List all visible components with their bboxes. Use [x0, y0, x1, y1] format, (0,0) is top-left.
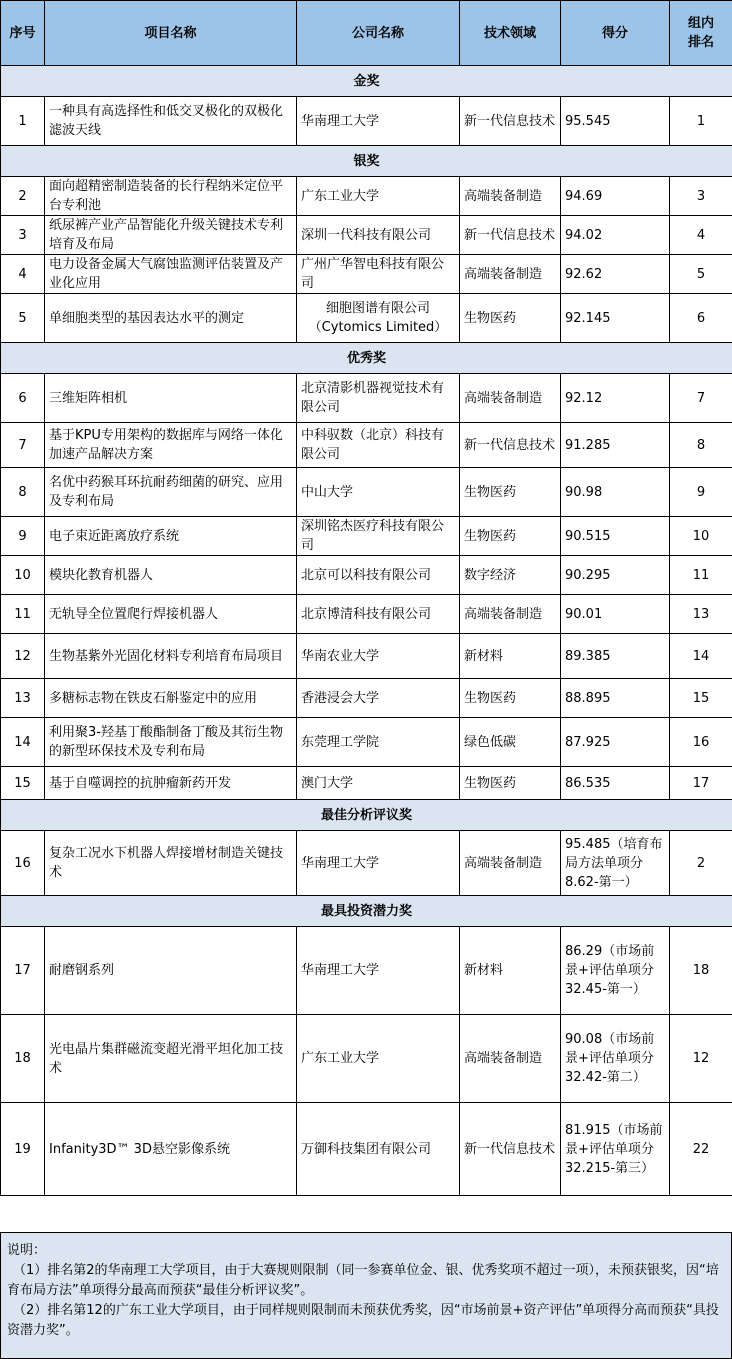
cell-no: 1	[1, 97, 45, 146]
cell-project: 多糖标志物在铁皮石斛鉴定中的应用	[45, 679, 297, 718]
cell-rank: 5	[670, 255, 732, 294]
cell-no: 15	[1, 767, 45, 800]
cell-no: 13	[1, 679, 45, 718]
cell-project: 生物基紫外光固化材料专利培育布局项目	[45, 634, 297, 679]
cell-score: 91.285	[561, 423, 670, 468]
cell-rank: 15	[670, 679, 732, 718]
cell-company: 北京清影机器视觉技术有限公司	[297, 374, 460, 423]
cell-company: 香港浸会大学	[297, 679, 460, 718]
header-project: 项目名称	[45, 1, 297, 66]
table-row	[1, 634, 732, 679]
cell-company: 华南理工大学	[297, 927, 460, 1015]
cell-company: 华南农业大学	[297, 634, 460, 679]
cell-score: 94.69	[561, 177, 670, 216]
cell-field: 绿色低碳	[460, 718, 561, 767]
cell-score: 86.29（市场前景+评估单项分32.45-第一）	[561, 927, 670, 1015]
note-item-2: （2）排名第12的广东工业大学项目，由于同样规则限制而未预获优秀奖，因“市场前景+资产评估”单项得分高而预获“具投资潜力奖”。	[7, 1303, 719, 1338]
category-excellent: 优秀奖	[1, 343, 732, 374]
cell-score: 92.62	[561, 255, 670, 294]
cell-no: 5	[1, 294, 45, 343]
cell-no: 16	[1, 831, 45, 896]
cell-score: 89.385	[561, 634, 670, 679]
cell-field: 高端装备制造	[460, 255, 561, 294]
header-row	[1, 1, 732, 66]
table-row	[1, 927, 732, 1015]
category-best-investment: 最具投资潜力奖	[1, 896, 732, 927]
cell-project: 模块化教育机器人	[45, 556, 297, 595]
table-row	[1, 374, 732, 423]
cell-no: 11	[1, 595, 45, 634]
cell-rank: 1	[670, 97, 732, 146]
cell-company: 东莞理工学院	[297, 718, 460, 767]
cell-project: 名优中药猴耳环抗耐药细菌的研究、应用及专利布局	[45, 468, 297, 517]
cell-field: 生物医药	[460, 468, 561, 517]
cell-field: 新一代信息技术	[460, 1103, 561, 1196]
cell-rank: 16	[670, 718, 732, 767]
header-rank-line2: 排名	[687, 35, 714, 50]
cell-rank: 14	[670, 634, 732, 679]
cell-score: 90.08（市场前景+评估单项分32.42-第二）	[561, 1015, 670, 1103]
cell-score: 86.535	[561, 767, 670, 800]
table-row	[1, 556, 732, 595]
header-rank-line1: 组内	[687, 16, 714, 31]
category-gold: 金奖	[1, 66, 732, 97]
cell-no: 10	[1, 556, 45, 595]
cell-rank: 3	[670, 177, 732, 216]
table-row	[1, 1015, 732, 1103]
cell-no: 2	[1, 177, 45, 216]
cell-score: 90.295	[561, 556, 670, 595]
cell-company: 北京可以科技有限公司	[297, 556, 460, 595]
cell-rank: 17	[670, 767, 732, 800]
cell-no: 7	[1, 423, 45, 468]
cell-no: 3	[1, 216, 45, 255]
cell-project: Infanity3D™ 3D悬空影像系统	[45, 1103, 297, 1196]
category-best-analysis: 最佳分析评议奖	[1, 800, 732, 831]
cell-project: 无轨导全位置爬行焊接机器人	[45, 595, 297, 634]
header-company: 公司名称	[297, 1, 460, 66]
cell-company: 广东工业大学	[297, 177, 460, 216]
table-row	[1, 97, 732, 146]
cell-no: 18	[1, 1015, 45, 1103]
cell-field: 新材料	[460, 927, 561, 1015]
cell-field: 生物医药	[460, 294, 561, 343]
cell-project: 一种具有高选择性和低交叉极化的双极化滤波天线	[45, 97, 297, 146]
cell-no: 14	[1, 718, 45, 767]
cell-rank: 6	[670, 294, 732, 343]
cell-company: 澳门大学	[297, 767, 460, 800]
cell-company: 北京博清科技有限公司	[297, 595, 460, 634]
cell-no: 9	[1, 517, 45, 556]
table-row	[1, 468, 732, 517]
cell-no: 8	[1, 468, 45, 517]
cell-no: 12	[1, 634, 45, 679]
cell-project: 单细胞类型的基因表达水平的测定	[45, 294, 297, 343]
table-row	[1, 517, 732, 556]
cell-no: 17	[1, 927, 45, 1015]
cell-company: 华南理工大学	[297, 831, 460, 896]
cell-company: 广东工业大学	[297, 1015, 460, 1103]
header-score: 得分	[561, 1, 670, 66]
cell-field: 高端装备制造	[460, 595, 561, 634]
cell-project: 面向超精密制造装备的长行程纳米定位平台专利池	[45, 177, 297, 216]
cell-score: 88.895	[561, 679, 670, 718]
cell-rank: 11	[670, 556, 732, 595]
table-row	[1, 718, 732, 767]
cell-no: 19	[1, 1103, 45, 1196]
category-row	[1, 896, 732, 927]
table-row	[1, 255, 732, 294]
cell-rank: 9	[670, 468, 732, 517]
cell-project: 复杂工况水下机器人焊接增材制造关键技术	[45, 831, 297, 896]
cell-no: 6	[1, 374, 45, 423]
cell-score: 90.515	[561, 517, 670, 556]
cell-rank: 7	[670, 374, 732, 423]
cell-project: 基于自噬调控的抗肿瘤新药开发	[45, 767, 297, 800]
cell-project: 纸尿裤产业产品智能化升级关键技术专利培育及布局	[45, 216, 297, 255]
cell-company: 万御科技集团有限公司	[297, 1103, 460, 1196]
notes-section	[0, 1232, 732, 1359]
cell-field: 生物医药	[460, 517, 561, 556]
cell-field: 高端装备制造	[460, 374, 561, 423]
cell-score: 95.545	[561, 97, 670, 146]
cell-project: 耐磨钢系列	[45, 927, 297, 1015]
cell-field: 高端装备制造	[460, 831, 561, 896]
cell-no: 4	[1, 255, 45, 294]
cell-field: 数字经济	[460, 556, 561, 595]
category-row	[1, 66, 732, 97]
table-row	[1, 767, 732, 800]
cell-score: 81.915（市场前景+评估单项分32.215-第三）	[561, 1103, 670, 1196]
cell-score: 90.01	[561, 595, 670, 634]
cell-field: 高端装备制造	[460, 177, 561, 216]
cell-rank: 18	[670, 927, 732, 1015]
cell-project: 电子束近距离放疗系统	[45, 517, 297, 556]
table-row	[1, 216, 732, 255]
cell-project: 光电晶片集群磁流变超光滑平坦化加工技术	[45, 1015, 297, 1103]
cell-score: 87.925	[561, 718, 670, 767]
table-row	[1, 294, 732, 343]
cell-company: 中科驭数（北京）科技有限公司	[297, 423, 460, 468]
note-item-1: （1）排名第2的华南理工大学项目，由于大赛规则限制（同一参赛单位金、银、优秀奖项不超过一项），未预获银奖，因“培育布局方法”单项得分最高而预获“最佳分析评议奖”。	[7, 1263, 719, 1298]
cell-project: 三维矩阵相机	[45, 374, 297, 423]
cell-field: 高端装备制造	[460, 1015, 561, 1103]
cell-score: 94.02	[561, 216, 670, 255]
header-field: 技术领域	[460, 1, 561, 66]
cell-field: 新一代信息技术	[460, 97, 561, 146]
cell-rank: 4	[670, 216, 732, 255]
cell-rank: 10	[670, 517, 732, 556]
category-row	[1, 343, 732, 374]
header-no: 序号	[1, 1, 45, 66]
cell-company: 深圳铭杰医疗科技有限公司	[297, 517, 460, 556]
table-row	[1, 177, 732, 216]
category-row	[1, 800, 732, 831]
cell-company: 华南理工大学	[297, 97, 460, 146]
cell-field: 新材料	[460, 634, 561, 679]
table-row	[1, 679, 732, 718]
cell-score: 92.12	[561, 374, 670, 423]
cell-field: 生物医药	[460, 679, 561, 718]
cell-field: 新一代信息技术	[460, 216, 561, 255]
table-row	[1, 595, 732, 634]
cell-project: 电力设备金属大气腐蚀监测评估装置及产业化应用	[45, 255, 297, 294]
category-silver: 银奖	[1, 146, 732, 177]
header-rank	[670, 1, 732, 66]
table-row	[1, 423, 732, 468]
category-row	[1, 146, 732, 177]
cell-rank: 13	[670, 595, 732, 634]
cell-rank: 2	[670, 831, 732, 896]
cell-rank: 8	[670, 423, 732, 468]
cell-project: 利用聚3-羟基丁酸酯制备丁酸及其衍生物的新型环保技术及专利布局	[45, 718, 297, 767]
cell-field: 新一代信息技术	[460, 423, 561, 468]
cell-company: 中山大学	[297, 468, 460, 517]
cell-rank: 22	[670, 1103, 732, 1196]
cell-company: 深圳一代科技有限公司	[297, 216, 460, 255]
cell-company: 细胞图谱有限公司（Cytomics Limited）	[297, 294, 460, 343]
notes-title: 说明：	[7, 1243, 47, 1258]
table-row	[1, 1103, 732, 1196]
cell-company: 广州广华智电科技有限公司	[297, 255, 460, 294]
cell-field: 生物医药	[460, 767, 561, 800]
table-row	[1, 831, 732, 896]
cell-score: 90.98	[561, 468, 670, 517]
cell-project: 基于KPU专用架构的数据库与网络一体化加速产品解决方案	[45, 423, 297, 468]
cell-score: 95.485（培育布局方法单项分8.62-第一）	[561, 831, 670, 896]
cell-rank: 12	[670, 1015, 732, 1103]
cell-score: 92.145	[561, 294, 670, 343]
